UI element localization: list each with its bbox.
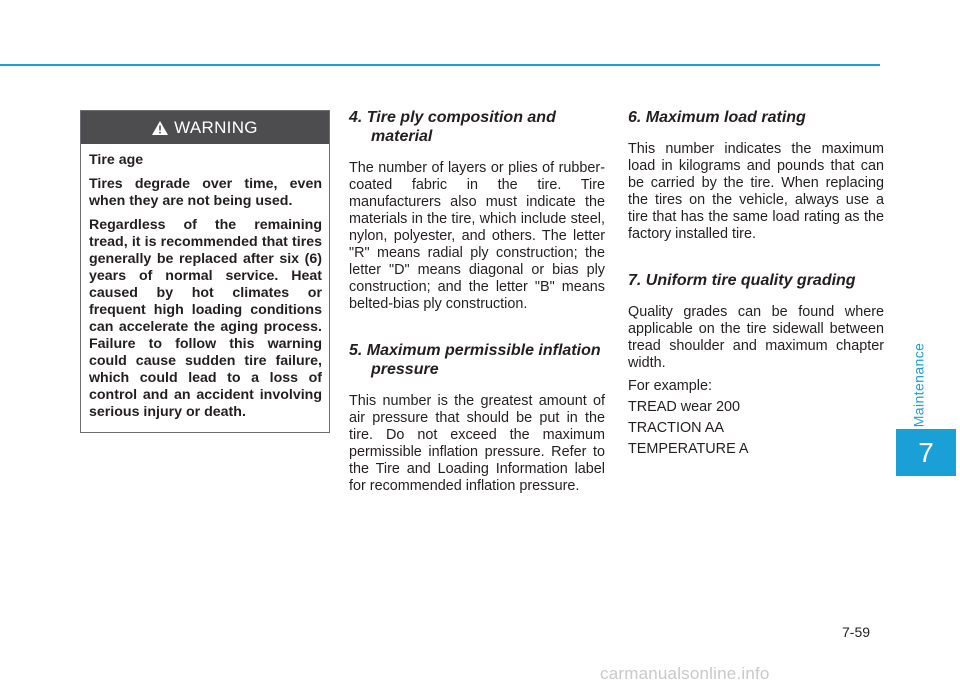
warning-header xyxy=(81,111,329,144)
section-body: This number indicates the maximum load in kilograms and pounds that can be carried by the tire. When replacing the tires on the vehicle, always use a tire that has the same load rating as the factory installed tire. xyxy=(628,141,884,242)
warning-triangle-icon xyxy=(152,121,168,135)
example-item: TEMPERATURE A xyxy=(628,441,749,457)
column-right xyxy=(628,108,884,462)
example-item: TRACTION AA xyxy=(628,420,724,436)
section-title: 6. Maximum load rating xyxy=(628,109,806,126)
warning-box xyxy=(80,110,330,433)
chapter-label-text: Maintenance xyxy=(910,342,927,428)
section-body: Quality grades can be found where applicable on the tire sidewall between tread shoulder and maximum chapter width. xyxy=(628,304,884,371)
section-title: 4. Tire ply composition and material xyxy=(349,109,556,145)
example-intro: For example: xyxy=(628,378,712,394)
watermark: carmanualsonline.info xyxy=(600,664,770,683)
warning-paragraph: Tires degrade over time, even when they are not being used. xyxy=(89,176,322,209)
chapter-number: 7 xyxy=(918,436,934,468)
warning-title: WARNING xyxy=(174,117,258,137)
section-body: This number is the greatest amount of air pressure that should be put in the tire. Do not exceed the maximum permissible inflation pressure. Refer to the Tire and Loading Information label for recommended inflation pressure. xyxy=(349,393,605,494)
header-rule xyxy=(0,64,880,66)
section-title: 7. Uniform tire quality grading xyxy=(628,272,856,289)
warning-body xyxy=(81,144,329,421)
page-number: 7-59 xyxy=(842,624,871,640)
warning-paragraph: Regardless of the remaining tread, it is recommended that tires generally be replaced after six (6) years of normal service. Heat caused by hot climates or frequent high loading conditions can accelerate the aging process. Failure to follow this warning could cause sudden tire failure, which could lead to a loss of control and an accident involving serious injury or death. xyxy=(89,217,322,420)
column-middle xyxy=(349,108,605,501)
chapter-side-label xyxy=(898,340,938,430)
warning-subhead: Tire age xyxy=(89,152,144,168)
example-item: TREAD wear 200 xyxy=(628,399,740,415)
chapter-tab xyxy=(896,429,956,476)
section-title: 5. Maximum permissible inflation pressure xyxy=(349,342,601,378)
section-body: The number of layers or plies of rubber-coated fabric in the tire. Tire manufacturers also must indicate the materials in the tire, which include steel, nylon, polyester, and others. The letter "R" means radial ply construction; the letter "D" means diagonal or bias ply construction; and the letter "B" means belted-bias ply construction. xyxy=(349,160,605,312)
